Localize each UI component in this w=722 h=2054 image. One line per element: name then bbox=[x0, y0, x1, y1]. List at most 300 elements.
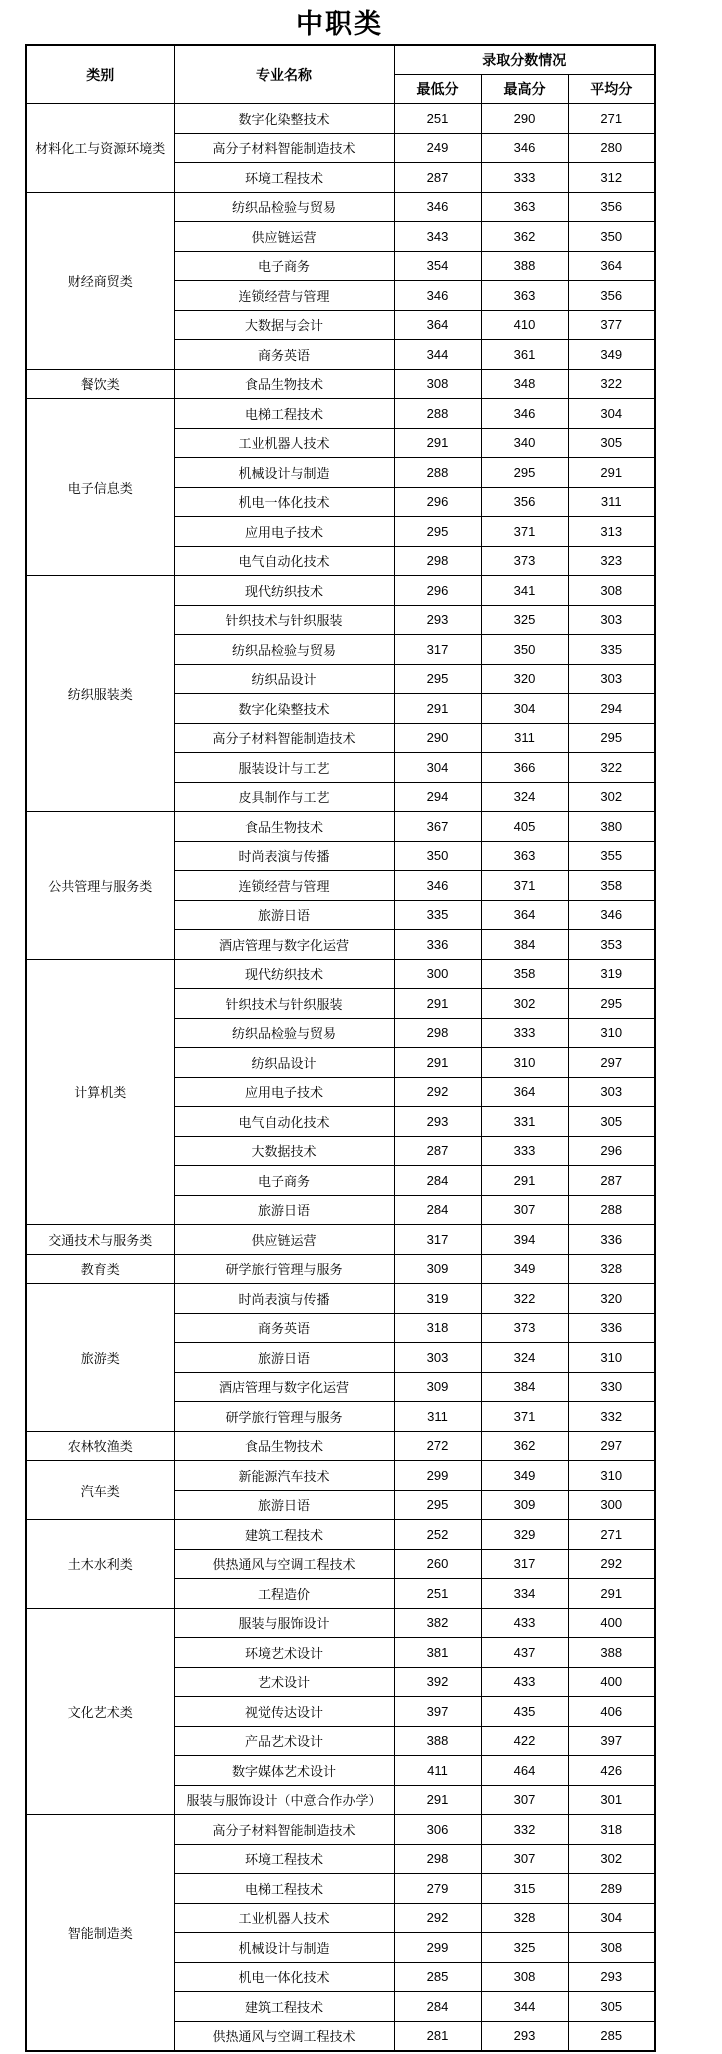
avg-score-cell: 303 bbox=[568, 605, 655, 635]
max-score-cell: 405 bbox=[481, 812, 568, 842]
max-score-cell: 325 bbox=[481, 1933, 568, 1963]
major-name-cell: 酒店管理与数字化运营 bbox=[174, 1372, 394, 1402]
category-cell: 纺织服装类 bbox=[26, 576, 174, 812]
max-score-cell: 362 bbox=[481, 222, 568, 252]
avg-score-cell: 303 bbox=[568, 664, 655, 694]
min-score-cell: 291 bbox=[394, 1048, 481, 1078]
table-row bbox=[26, 104, 655, 134]
major-name-cell: 环境艺术设计 bbox=[174, 1638, 394, 1668]
min-score-cell: 295 bbox=[394, 1490, 481, 1520]
major-name-cell: 服装设计与工艺 bbox=[174, 753, 394, 783]
max-score-cell: 325 bbox=[481, 605, 568, 635]
min-score-cell: 293 bbox=[394, 1107, 481, 1137]
max-score-cell: 341 bbox=[481, 576, 568, 606]
category-cell: 电子信息类 bbox=[26, 399, 174, 576]
max-score-cell: 346 bbox=[481, 399, 568, 429]
avg-score-cell: 293 bbox=[568, 1962, 655, 1992]
max-score-cell: 311 bbox=[481, 723, 568, 753]
major-name-cell: 皮具制作与工艺 bbox=[174, 782, 394, 812]
major-name-cell: 纺织品设计 bbox=[174, 1048, 394, 1078]
min-score-cell: 298 bbox=[394, 546, 481, 576]
max-score-cell: 322 bbox=[481, 1284, 568, 1314]
max-score-cell: 384 bbox=[481, 930, 568, 960]
major-name-cell: 供热通风与空调工程技术 bbox=[174, 2021, 394, 2051]
min-score-cell: 319 bbox=[394, 1284, 481, 1314]
max-score-cell: 307 bbox=[481, 1785, 568, 1815]
min-score-cell: 291 bbox=[394, 989, 481, 1019]
major-name-cell: 大数据技术 bbox=[174, 1136, 394, 1166]
major-name-cell: 电气自动化技术 bbox=[174, 1107, 394, 1137]
max-score-cell: 394 bbox=[481, 1225, 568, 1255]
min-score-cell: 290 bbox=[394, 723, 481, 753]
table-row bbox=[26, 576, 655, 606]
avg-score-cell: 353 bbox=[568, 930, 655, 960]
header-major: 专业名称 bbox=[174, 45, 394, 104]
avg-score-cell: 311 bbox=[568, 487, 655, 517]
max-score-cell: 346 bbox=[481, 133, 568, 163]
max-score-cell: 433 bbox=[481, 1608, 568, 1638]
major-name-cell: 旅游日语 bbox=[174, 1490, 394, 1520]
max-score-cell: 307 bbox=[481, 1844, 568, 1874]
max-score-cell: 363 bbox=[481, 281, 568, 311]
min-score-cell: 299 bbox=[394, 1933, 481, 1963]
major-name-cell: 时尚表演与传播 bbox=[174, 841, 394, 871]
max-score-cell: 363 bbox=[481, 841, 568, 871]
avg-score-cell: 310 bbox=[568, 1461, 655, 1491]
min-score-cell: 260 bbox=[394, 1549, 481, 1579]
major-name-cell: 新能源汽车技术 bbox=[174, 1461, 394, 1491]
max-score-cell: 464 bbox=[481, 1756, 568, 1786]
major-name-cell: 现代纺织技术 bbox=[174, 959, 394, 989]
header-score-group: 录取分数情况 bbox=[394, 45, 655, 75]
major-name-cell: 工程造价 bbox=[174, 1579, 394, 1609]
avg-score-cell: 328 bbox=[568, 1254, 655, 1284]
avg-score-cell: 313 bbox=[568, 517, 655, 547]
category-cell: 教育类 bbox=[26, 1254, 174, 1284]
major-name-cell: 电气自动化技术 bbox=[174, 546, 394, 576]
category-cell: 交通技术与服务类 bbox=[26, 1225, 174, 1255]
min-score-cell: 335 bbox=[394, 900, 481, 930]
avg-score-cell: 271 bbox=[568, 104, 655, 134]
min-score-cell: 304 bbox=[394, 753, 481, 783]
major-name-cell: 连锁经营与管理 bbox=[174, 871, 394, 901]
max-score-cell: 364 bbox=[481, 1077, 568, 1107]
major-name-cell: 现代纺织技术 bbox=[174, 576, 394, 606]
max-score-cell: 290 bbox=[481, 104, 568, 134]
min-score-cell: 251 bbox=[394, 104, 481, 134]
max-score-cell: 373 bbox=[481, 546, 568, 576]
avg-score-cell: 356 bbox=[568, 281, 655, 311]
header-category: 类别 bbox=[26, 45, 174, 104]
max-score-cell: 329 bbox=[481, 1520, 568, 1550]
max-score-cell: 349 bbox=[481, 1461, 568, 1491]
table-row bbox=[26, 1461, 655, 1491]
avg-score-cell: 388 bbox=[568, 1638, 655, 1668]
min-score-cell: 291 bbox=[394, 428, 481, 458]
avg-score-cell: 310 bbox=[568, 1343, 655, 1373]
min-score-cell: 295 bbox=[394, 664, 481, 694]
avg-score-cell: 287 bbox=[568, 1166, 655, 1196]
max-score-cell: 349 bbox=[481, 1254, 568, 1284]
avg-score-cell: 320 bbox=[568, 1284, 655, 1314]
max-score-cell: 356 bbox=[481, 487, 568, 517]
min-score-cell: 354 bbox=[394, 251, 481, 281]
min-score-cell: 299 bbox=[394, 1461, 481, 1491]
avg-score-cell: 295 bbox=[568, 989, 655, 1019]
major-name-cell: 食品生物技术 bbox=[174, 1431, 394, 1461]
min-score-cell: 317 bbox=[394, 635, 481, 665]
avg-score-cell: 330 bbox=[568, 1372, 655, 1402]
min-score-cell: 294 bbox=[394, 782, 481, 812]
major-name-cell: 服装与服饰设计（中意合作办学） bbox=[174, 1785, 394, 1815]
table-row bbox=[26, 1431, 655, 1461]
avg-score-cell: 280 bbox=[568, 133, 655, 163]
max-score-cell: 333 bbox=[481, 1018, 568, 1048]
category-cell: 智能制造类 bbox=[26, 1815, 174, 2052]
avg-score-cell: 336 bbox=[568, 1225, 655, 1255]
min-score-cell: 287 bbox=[394, 1136, 481, 1166]
max-score-cell: 324 bbox=[481, 782, 568, 812]
min-score-cell: 381 bbox=[394, 1638, 481, 1668]
avg-score-cell: 322 bbox=[568, 369, 655, 399]
max-score-cell: 324 bbox=[481, 1343, 568, 1373]
page-title: 中职类 bbox=[296, 9, 383, 39]
major-name-cell: 数字媒体艺术设计 bbox=[174, 1756, 394, 1786]
avg-score-cell: 305 bbox=[568, 1992, 655, 2022]
min-score-cell: 287 bbox=[394, 163, 481, 193]
major-name-cell: 应用电子技术 bbox=[174, 517, 394, 547]
avg-score-cell: 308 bbox=[568, 1933, 655, 1963]
avg-score-cell: 349 bbox=[568, 340, 655, 370]
max-score-cell: 366 bbox=[481, 753, 568, 783]
major-name-cell: 工业机器人技术 bbox=[174, 428, 394, 458]
min-score-cell: 309 bbox=[394, 1372, 481, 1402]
major-name-cell: 食品生物技术 bbox=[174, 369, 394, 399]
max-score-cell: 309 bbox=[481, 1490, 568, 1520]
category-cell: 土木水利类 bbox=[26, 1520, 174, 1609]
major-name-cell: 环境工程技术 bbox=[174, 163, 394, 193]
avg-score-cell: 295 bbox=[568, 723, 655, 753]
max-score-cell: 435 bbox=[481, 1697, 568, 1727]
avg-score-cell: 356 bbox=[568, 192, 655, 222]
max-score-cell: 332 bbox=[481, 1815, 568, 1845]
min-score-cell: 272 bbox=[394, 1431, 481, 1461]
major-name-cell: 数字化染整技术 bbox=[174, 694, 394, 724]
table-row bbox=[26, 1815, 655, 1845]
max-score-cell: 350 bbox=[481, 635, 568, 665]
table-body bbox=[26, 104, 655, 2052]
avg-score-cell: 302 bbox=[568, 782, 655, 812]
max-score-cell: 361 bbox=[481, 340, 568, 370]
table-row bbox=[26, 399, 655, 429]
major-name-cell: 纺织品检验与贸易 bbox=[174, 1018, 394, 1048]
max-score-cell: 295 bbox=[481, 458, 568, 488]
avg-score-cell: 291 bbox=[568, 1579, 655, 1609]
min-score-cell: 281 bbox=[394, 2021, 481, 2051]
max-score-cell: 348 bbox=[481, 369, 568, 399]
table-row bbox=[26, 192, 655, 222]
min-score-cell: 296 bbox=[394, 576, 481, 606]
avg-score-cell: 305 bbox=[568, 428, 655, 458]
major-name-cell: 针织技术与针织服装 bbox=[174, 989, 394, 1019]
avg-score-cell: 364 bbox=[568, 251, 655, 281]
min-score-cell: 346 bbox=[394, 871, 481, 901]
max-score-cell: 310 bbox=[481, 1048, 568, 1078]
max-score-cell: 302 bbox=[481, 989, 568, 1019]
min-score-cell: 306 bbox=[394, 1815, 481, 1845]
avg-score-cell: 271 bbox=[568, 1520, 655, 1550]
avg-score-cell: 301 bbox=[568, 1785, 655, 1815]
min-score-cell: 411 bbox=[394, 1756, 481, 1786]
major-name-cell: 产品艺术设计 bbox=[174, 1726, 394, 1756]
major-name-cell: 研学旅行管理与服务 bbox=[174, 1254, 394, 1284]
avg-score-cell: 406 bbox=[568, 1697, 655, 1727]
major-name-cell: 旅游日语 bbox=[174, 900, 394, 930]
major-name-cell: 机电一体化技术 bbox=[174, 1962, 394, 1992]
major-name-cell: 机电一体化技术 bbox=[174, 487, 394, 517]
max-score-cell: 358 bbox=[481, 959, 568, 989]
min-score-cell: 296 bbox=[394, 487, 481, 517]
major-name-cell: 纺织品检验与贸易 bbox=[174, 192, 394, 222]
category-cell: 材料化工与资源环境类 bbox=[26, 104, 174, 193]
avg-score-cell: 292 bbox=[568, 1549, 655, 1579]
avg-score-cell: 336 bbox=[568, 1313, 655, 1343]
category-cell: 餐饮类 bbox=[26, 369, 174, 399]
max-score-cell: 333 bbox=[481, 1136, 568, 1166]
avg-score-cell: 312 bbox=[568, 163, 655, 193]
min-score-cell: 300 bbox=[394, 959, 481, 989]
max-score-cell: 331 bbox=[481, 1107, 568, 1137]
major-name-cell: 环境工程技术 bbox=[174, 1844, 394, 1874]
avg-score-cell: 294 bbox=[568, 694, 655, 724]
max-score-cell: 371 bbox=[481, 871, 568, 901]
category-cell: 农林牧渔类 bbox=[26, 1431, 174, 1461]
avg-score-cell: 400 bbox=[568, 1667, 655, 1697]
min-score-cell: 367 bbox=[394, 812, 481, 842]
major-name-cell: 供应链运营 bbox=[174, 222, 394, 252]
min-score-cell: 318 bbox=[394, 1313, 481, 1343]
max-score-cell: 373 bbox=[481, 1313, 568, 1343]
min-score-cell: 288 bbox=[394, 399, 481, 429]
avg-score-cell: 308 bbox=[568, 576, 655, 606]
min-score-cell: 288 bbox=[394, 458, 481, 488]
table-row bbox=[26, 959, 655, 989]
header-max-score: 最高分 bbox=[481, 75, 568, 104]
avg-score-cell: 285 bbox=[568, 2021, 655, 2051]
min-score-cell: 308 bbox=[394, 369, 481, 399]
category-cell: 计算机类 bbox=[26, 959, 174, 1225]
major-name-cell: 服装与服饰设计 bbox=[174, 1608, 394, 1638]
min-score-cell: 346 bbox=[394, 192, 481, 222]
avg-score-cell: 305 bbox=[568, 1107, 655, 1137]
max-score-cell: 371 bbox=[481, 1402, 568, 1432]
max-score-cell: 328 bbox=[481, 1903, 568, 1933]
avg-score-cell: 346 bbox=[568, 900, 655, 930]
major-name-cell: 供应链运营 bbox=[174, 1225, 394, 1255]
min-score-cell: 382 bbox=[394, 1608, 481, 1638]
category-cell: 文化艺术类 bbox=[26, 1608, 174, 1815]
min-score-cell: 364 bbox=[394, 310, 481, 340]
min-score-cell: 336 bbox=[394, 930, 481, 960]
min-score-cell: 311 bbox=[394, 1402, 481, 1432]
max-score-cell: 315 bbox=[481, 1874, 568, 1904]
table-row bbox=[26, 1520, 655, 1550]
major-name-cell: 高分子材料智能制造技术 bbox=[174, 133, 394, 163]
avg-score-cell: 289 bbox=[568, 1874, 655, 1904]
table-row bbox=[26, 1608, 655, 1638]
avg-score-cell: 304 bbox=[568, 1903, 655, 1933]
major-name-cell: 机械设计与制造 bbox=[174, 1933, 394, 1963]
avg-score-cell: 302 bbox=[568, 1844, 655, 1874]
major-name-cell: 高分子材料智能制造技术 bbox=[174, 1815, 394, 1845]
major-name-cell: 电梯工程技术 bbox=[174, 399, 394, 429]
max-score-cell: 308 bbox=[481, 1962, 568, 1992]
major-name-cell: 连锁经营与管理 bbox=[174, 281, 394, 311]
table-row bbox=[26, 1284, 655, 1314]
min-score-cell: 346 bbox=[394, 281, 481, 311]
major-name-cell: 时尚表演与传播 bbox=[174, 1284, 394, 1314]
max-score-cell: 371 bbox=[481, 517, 568, 547]
table-row bbox=[26, 1254, 655, 1284]
min-score-cell: 251 bbox=[394, 1579, 481, 1609]
major-name-cell: 数字化染整技术 bbox=[174, 104, 394, 134]
avg-score-cell: 291 bbox=[568, 458, 655, 488]
category-cell: 汽车类 bbox=[26, 1461, 174, 1520]
avg-score-cell: 297 bbox=[568, 1048, 655, 1078]
min-score-cell: 279 bbox=[394, 1874, 481, 1904]
header-row-1 bbox=[26, 45, 655, 75]
min-score-cell: 291 bbox=[394, 694, 481, 724]
min-score-cell: 292 bbox=[394, 1077, 481, 1107]
min-score-cell: 284 bbox=[394, 1195, 481, 1225]
major-name-cell: 纺织品设计 bbox=[174, 664, 394, 694]
category-cell: 公共管理与服务类 bbox=[26, 812, 174, 960]
table-row bbox=[26, 1225, 655, 1255]
avg-score-cell: 426 bbox=[568, 1756, 655, 1786]
max-score-cell: 304 bbox=[481, 694, 568, 724]
min-score-cell: 317 bbox=[394, 1225, 481, 1255]
max-score-cell: 344 bbox=[481, 1992, 568, 2022]
min-score-cell: 344 bbox=[394, 340, 481, 370]
min-score-cell: 397 bbox=[394, 1697, 481, 1727]
table-row bbox=[26, 812, 655, 842]
max-score-cell: 291 bbox=[481, 1166, 568, 1196]
major-name-cell: 视觉传达设计 bbox=[174, 1697, 394, 1727]
major-name-cell: 商务英语 bbox=[174, 1313, 394, 1343]
major-name-cell: 应用电子技术 bbox=[174, 1077, 394, 1107]
avg-score-cell: 303 bbox=[568, 1077, 655, 1107]
min-score-cell: 350 bbox=[394, 841, 481, 871]
min-score-cell: 298 bbox=[394, 1844, 481, 1874]
avg-score-cell: 323 bbox=[568, 546, 655, 576]
max-score-cell: 433 bbox=[481, 1667, 568, 1697]
avg-score-cell: 297 bbox=[568, 1431, 655, 1461]
min-score-cell: 309 bbox=[394, 1254, 481, 1284]
min-score-cell: 285 bbox=[394, 1962, 481, 1992]
min-score-cell: 295 bbox=[394, 517, 481, 547]
max-score-cell: 363 bbox=[481, 192, 568, 222]
min-score-cell: 284 bbox=[394, 1166, 481, 1196]
avg-score-cell: 310 bbox=[568, 1018, 655, 1048]
header-avg-score: 平均分 bbox=[568, 75, 655, 104]
avg-score-cell: 380 bbox=[568, 812, 655, 842]
major-name-cell: 旅游日语 bbox=[174, 1343, 394, 1373]
avg-score-cell: 335 bbox=[568, 635, 655, 665]
major-name-cell: 工业机器人技术 bbox=[174, 1903, 394, 1933]
avg-score-cell: 332 bbox=[568, 1402, 655, 1432]
max-score-cell: 364 bbox=[481, 900, 568, 930]
major-name-cell: 商务英语 bbox=[174, 340, 394, 370]
min-score-cell: 291 bbox=[394, 1785, 481, 1815]
avg-score-cell: 358 bbox=[568, 871, 655, 901]
header-min-score: 最低分 bbox=[394, 75, 481, 104]
major-name-cell: 建筑工程技术 bbox=[174, 1520, 394, 1550]
avg-score-cell: 355 bbox=[568, 841, 655, 871]
major-name-cell: 纺织品检验与贸易 bbox=[174, 635, 394, 665]
avg-score-cell: 377 bbox=[568, 310, 655, 340]
major-name-cell: 电梯工程技术 bbox=[174, 1874, 394, 1904]
min-score-cell: 252 bbox=[394, 1520, 481, 1550]
avg-score-cell: 288 bbox=[568, 1195, 655, 1225]
category-cell: 旅游类 bbox=[26, 1284, 174, 1432]
avg-score-cell: 322 bbox=[568, 753, 655, 783]
major-name-cell: 酒店管理与数字化运营 bbox=[174, 930, 394, 960]
max-score-cell: 333 bbox=[481, 163, 568, 193]
min-score-cell: 303 bbox=[394, 1343, 481, 1373]
major-name-cell: 艺术设计 bbox=[174, 1667, 394, 1697]
major-name-cell: 建筑工程技术 bbox=[174, 1992, 394, 2022]
major-name-cell: 大数据与会计 bbox=[174, 310, 394, 340]
major-name-cell: 研学旅行管理与服务 bbox=[174, 1402, 394, 1432]
max-score-cell: 317 bbox=[481, 1549, 568, 1579]
max-score-cell: 293 bbox=[481, 2021, 568, 2051]
min-score-cell: 284 bbox=[394, 1992, 481, 2022]
major-name-cell: 食品生物技术 bbox=[174, 812, 394, 842]
max-score-cell: 334 bbox=[481, 1579, 568, 1609]
major-name-cell: 旅游日语 bbox=[174, 1195, 394, 1225]
min-score-cell: 388 bbox=[394, 1726, 481, 1756]
max-score-cell: 384 bbox=[481, 1372, 568, 1402]
avg-score-cell: 296 bbox=[568, 1136, 655, 1166]
major-name-cell: 机械设计与制造 bbox=[174, 458, 394, 488]
avg-score-cell: 397 bbox=[568, 1726, 655, 1756]
max-score-cell: 340 bbox=[481, 428, 568, 458]
max-score-cell: 422 bbox=[481, 1726, 568, 1756]
table-row bbox=[26, 369, 655, 399]
max-score-cell: 307 bbox=[481, 1195, 568, 1225]
max-score-cell: 320 bbox=[481, 664, 568, 694]
avg-score-cell: 319 bbox=[568, 959, 655, 989]
max-score-cell: 437 bbox=[481, 1638, 568, 1668]
min-score-cell: 293 bbox=[394, 605, 481, 635]
max-score-cell: 362 bbox=[481, 1431, 568, 1461]
min-score-cell: 298 bbox=[394, 1018, 481, 1048]
major-name-cell: 高分子材料智能制造技术 bbox=[174, 723, 394, 753]
major-name-cell: 电子商务 bbox=[174, 251, 394, 281]
max-score-cell: 388 bbox=[481, 251, 568, 281]
category-cell: 财经商贸类 bbox=[26, 192, 174, 369]
min-score-cell: 292 bbox=[394, 1903, 481, 1933]
admission-scores-table bbox=[25, 44, 656, 2052]
min-score-cell: 343 bbox=[394, 222, 481, 252]
avg-score-cell: 400 bbox=[568, 1608, 655, 1638]
min-score-cell: 249 bbox=[394, 133, 481, 163]
major-name-cell: 针织技术与针织服装 bbox=[174, 605, 394, 635]
max-score-cell: 410 bbox=[481, 310, 568, 340]
min-score-cell: 392 bbox=[394, 1667, 481, 1697]
avg-score-cell: 350 bbox=[568, 222, 655, 252]
major-name-cell: 电子商务 bbox=[174, 1166, 394, 1196]
